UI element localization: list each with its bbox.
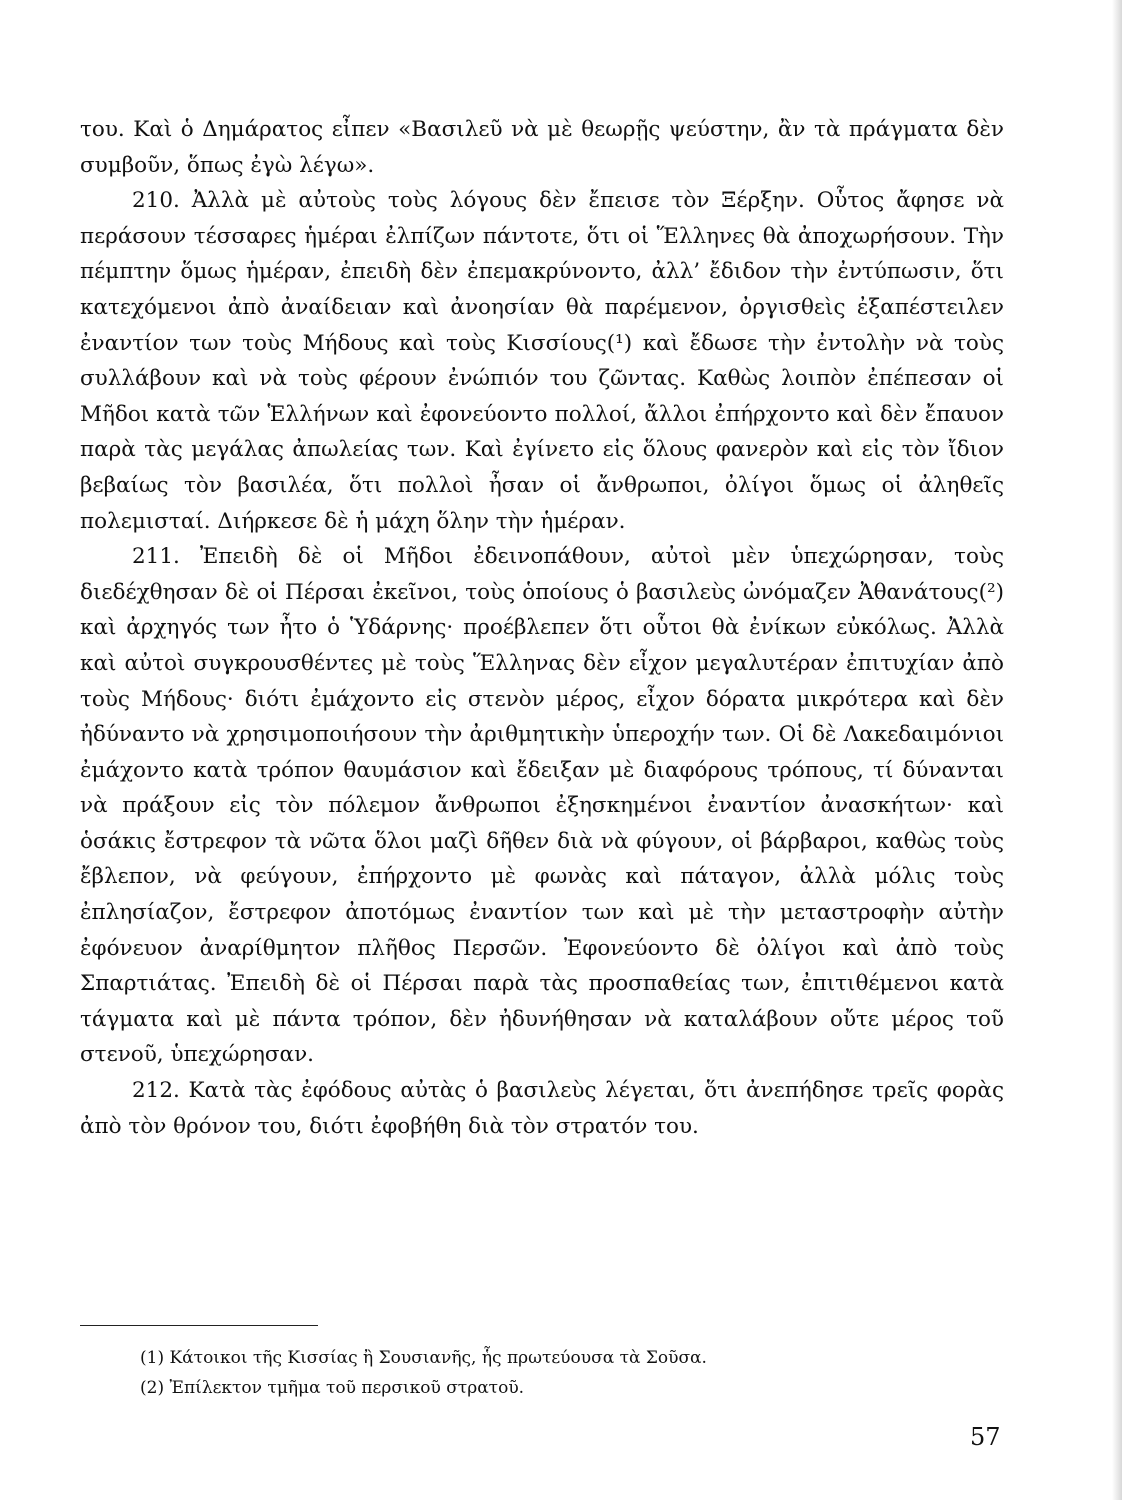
page-edge-shadow bbox=[1112, 0, 1122, 1500]
main-text bbox=[80, 112, 1004, 1144]
paragraph-212: 212. Κατὰ τὰς ἐφόδους αὐτὰς ὁ βασιλεὺς λέγεται, ὅτι ἀνεπήδησε τρεῖς φορὰς ἀπὸ τὸν θρόνον του, διότι ἐφοβήθη διὰ τὸν στρατόν του. bbox=[80, 1078, 1004, 1139]
page-number: 57 bbox=[970, 1423, 1001, 1451]
footnote-2: (2) Ἐπίλεκτον τμῆμα τοῦ περσικοῦ στρατοῦ. bbox=[140, 1378, 525, 1398]
footnote-1: (1) Κάτοικοι τῆς Κισσίας ἢ Σουσιανῆς, ἧς πρωτεύουσα τὰ Σοῦσα. bbox=[140, 1348, 707, 1368]
paragraph-211: 211. Ἐπειδὴ δὲ οἱ Μῆδοι ἐδεινοπάθουν, αὐτοὶ μὲν ὑπεχώρησαν, τοὺς διεδέχθησαν δὲ οἱ Πέρσαι ἐκεῖνοι, τοὺς ὁποίους ὁ βασιλεὺς ὠνόμαζεν Ἀθανάτους(²) καὶ ἀρχηγός των ἦτο ὁ Ὑδάρνης· προέβλεπεν ὅτι οὗτοι θὰ ἐνίκων εὐκόλως. Ἀλλὰ καὶ αὐτοὶ συγκρουσθέντες μὲ τοὺς Ἕλληνας δὲν εἶχον μεγαλυτέραν ἐπιτυχίαν ἀπὸ τοὺς Μήδους· διότι ἐμάχοντο εἰς στενὸν μέρος, εἶχον δόρατα μικρότερα καὶ δὲν ἠδύναντο νὰ χρησιμοποιήσουν τὴν ἀριθμητικὴν ὑπεροχήν των. Οἱ δὲ Λακεδαιμόνιοι ἐμάχοντο κατὰ τρόπον θαυμάσιον καὶ ἔδειξαν μὲ διαφόρους τρόπους, τί δύνανται νὰ πράξουν εἰς τὸν πόλεμον ἄνθρωποι ἐξησκημένοι ἐναντίον ἀνασκήτων· καὶ ὁσάκις ἔστρεφον τὰ νῶτα ὅλοι μαζὶ δῆθεν διὰ νὰ φύγουν, οἱ βάρβαροι, καθὼς τοὺς ἔβλεπον, νὰ φεύγουν, ἐπήρχοντο μὲ φωνὰς καὶ πάταγον, ἀλλὰ μόλις τοὺς ἐπλησίαζον, ἔστρεφον ἀποτόμως ἐναντίον των καὶ μὲ τὴν μεταστροφὴν αὐτὴν ἐφόνευον ἀναρίθμητον πλῆθος Περσῶν. Ἐφονεύοντο δὲ ὀλίγοι καὶ ἀπὸ τοὺς Σπαρτιάτας. Ἐπειδὴ δὲ οἱ Πέρσαι παρὰ τὰς προσπαθείας των, ἐπιτιθέμενοι κατὰ τάγματα καὶ μὲ πάντα τρόπον, δὲν ἠδυνήθησαν νὰ καταλάβουν οὔτε μέρος τοῦ στενοῦ, ὑπεχώρησαν. bbox=[80, 544, 1004, 1068]
footnotes bbox=[140, 1343, 980, 1403]
paragraph-210: 210. Ἀλλὰ μὲ αὐτοὺς τοὺς λόγους δὲν ἔπεισε τὸν Ξέρξην. Οὗτος ἄφησε νὰ περάσουν τέσσαρες ἡμέραι ἐλπίζων πάντοτε, ὅτι οἱ Ἕλληνες θὰ ἀποχωρήσουν. Τὴν πέμπτην ὅμως ἡμέραν, ἐπειδὴ δὲν ἐπεμακρύνοντο, ἀλλ’ ἔδιδον τὴν ἐντύπωσιν, ὅτι κατεχόμενοι ἀπὸ ἀναίδειαν καὶ ἀνοησίαν θὰ παρέμενον, ὀργισθεὶς ἐξαπέστειλεν ἐναντίον των τοὺς Μήδους καὶ τοὺς Κισσίους(¹) καὶ ἔδωσε τὴν ἐντολὴν νὰ τοὺς συλλάβουν καὶ νὰ τοὺς φέρουν ἐνώπιόν του ζῶντας. Καθὼς λοιπὸν ἐπέπεσαν οἱ Μῆδοι κατὰ τῶν Ἑλλήνων καὶ ἐφονεύοντο πολλοί, ἄλλοι ἐπήρχοντο καὶ δὲν ἔπαυον παρὰ τὰς μεγάλας ἀπωλείας των. Καὶ ἐγίνετο εἰς ὅλους φανερὸν καὶ εἰς τὸν ἴδιον βεβαίως τὸν βασιλέα, ὅτι πολλοὶ ἦσαν οἱ ἄνθρωποι, ὀλίγοι ὅμως οἱ ἀληθεῖς πολεμισταί. Διήρκεσε δὲ ἡ μάχη ὅλην τὴν ἡμέραν. bbox=[80, 188, 1004, 534]
footnote-divider bbox=[80, 1325, 318, 1326]
paragraph-continuation: του. Καὶ ὁ Δημάρατος εἶπεν «Βασιλεῦ νὰ μὲ θεωρῇς ψεύστην, ἂν τὰ πράγματα δὲν συμβοῦν, ὅπως ἐγὼ λέγω». bbox=[80, 117, 1004, 178]
